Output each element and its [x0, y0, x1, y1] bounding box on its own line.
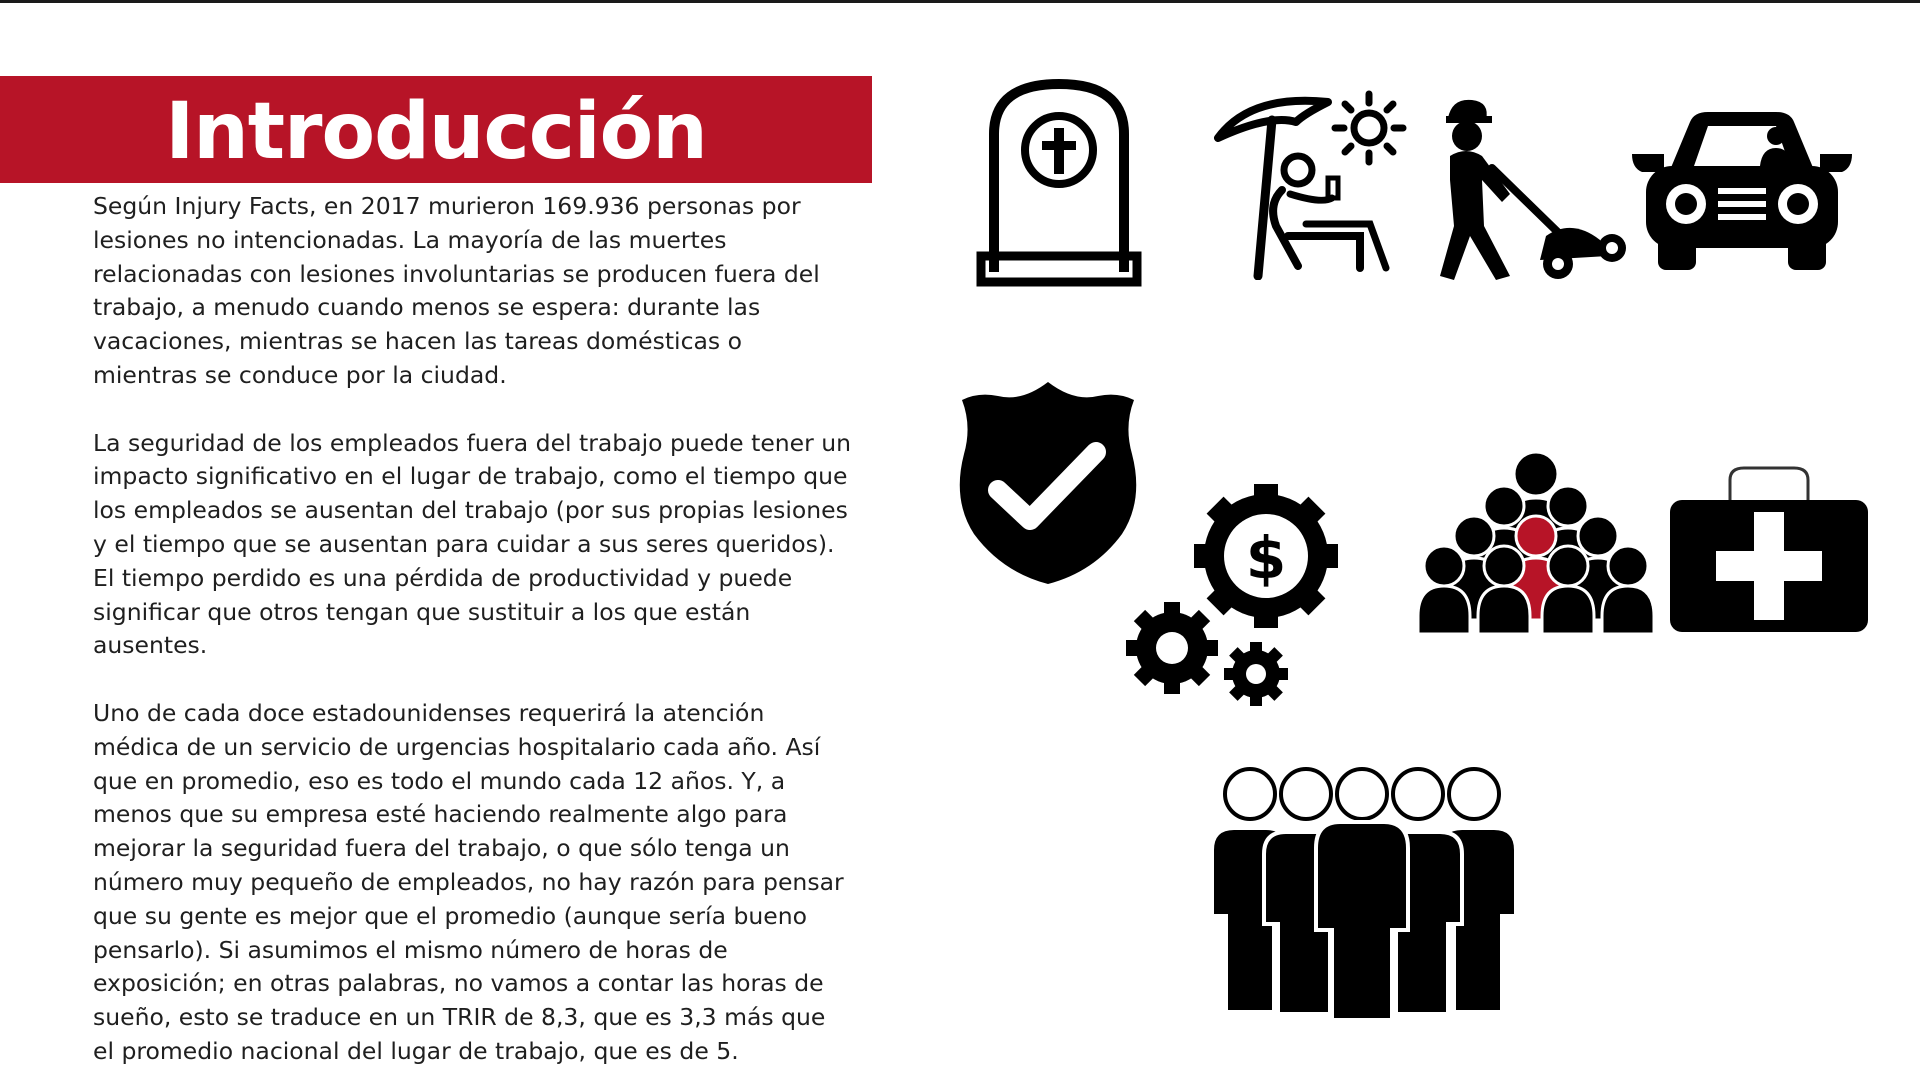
body-text [93, 190, 853, 1080]
title-banner [0, 76, 872, 183]
paragraph-2: La seguridad de los empleados fuera del trabajo puede tener un impacto significativo en el lugar de trabajo, como el tiempo que los empleados se ausentan del trabajo (por sus propias lesiones y el tiempo que se ausentan para cuidar a sus seres queridos). El tiempo perdido es una pérdida de productividad y puede significar que otros tengan que sustituir a los que están ausentes. [93, 428, 852, 660]
first-aid-kit-icon [1668, 464, 1870, 636]
lawn-mower-icon [1432, 96, 1632, 282]
svg-text:$: $ [1245, 524, 1287, 592]
page-title: Introducción [165, 86, 707, 177]
paragraph-3: Uno de cada doce estadounidenses requerirá la atención médica de un servicio de urgencias hospitalario cada año. Así que en promedio, eso es todo el mundo cada 12 años. Y, a menos que su empresa esté haciendo realmente algo para mejorar la seguridad fuera del trabajo, o que sólo tenga un número muy pequeño de empleados, no hay razón para pensar que su gente es mejor que el promedio (aunque sería bueno pensarlo). Si asumimos el mismo número de horas de exposición; en otras palabras, no vamos a contar las horas de sueño, esto se traduce en un TRIR de 8,3, que es 3,3 más que el promedio nacional del lugar de trabajo, que es de 5. [93, 698, 844, 1065]
tombstone-icon [976, 76, 1142, 288]
crowd-icon [1416, 450, 1656, 636]
car-icon [1628, 108, 1856, 274]
gears-dollar-icon [1120, 480, 1346, 710]
top-border-line [0, 0, 1920, 3]
shield-check-icon [958, 378, 1138, 588]
group-people-icon [1208, 766, 1524, 1022]
beach-vacation-icon [1210, 86, 1410, 280]
paragraph-1: Según Injury Facts, en 2017 murieron 169.936 personas por lesiones no intencionadas. La mayoría de las muertes relacionadas con lesiones involuntarias se producen fuera del trabajo, a menudo cuando menos se espera: durante las vacaciones, mientras se hacen las tareas domésticas o mientras se conduce por la ciudad. [93, 192, 820, 389]
